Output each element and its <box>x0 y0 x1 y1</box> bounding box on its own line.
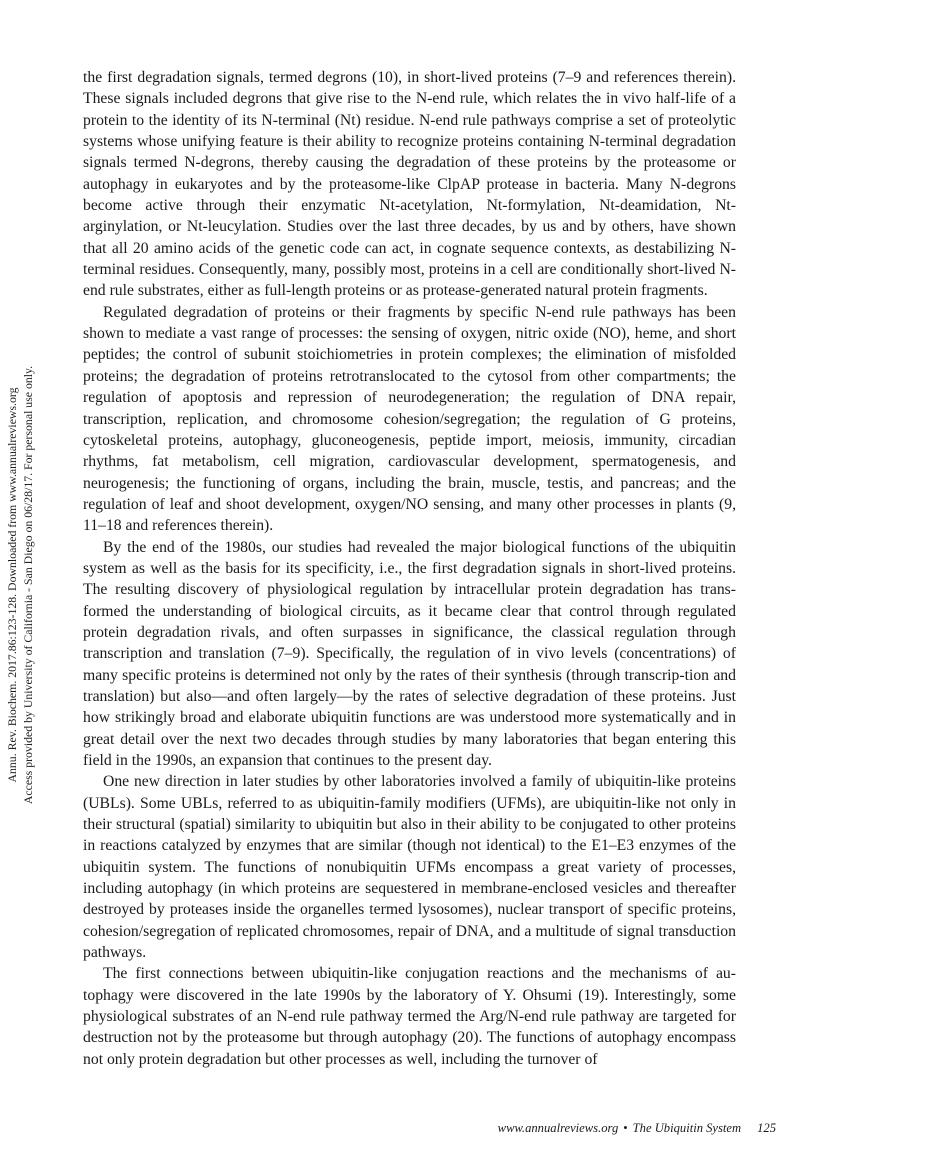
download-notice-line-2: Access provided by University of California - San Diego on 06/28/17. For personal use only. <box>21 365 35 805</box>
page-footer <box>420 1121 776 1136</box>
paragraph-5: The first connections between ubiquitin-like conjugation reactions and the mechanisms of au-tophagy were discovered in the late 1990s by the laboratory of Y. Ohsumi (19). Interestingly, some physiological substrates of an N-end rule pathway termed the Arg/N-end rule pathway are targeted for destruction not by the proteasome but through autophagy (20). The functions of autophagy encompass not only protein degradation but other processes as well, including the turnover of <box>83 965 736 1068</box>
paragraph-1: the first degradation signals, termed degrons (10), in short-lived proteins (7–9 and references therein). These signals included degrons that give rise to the N-end rule, which relates the in vivo half-life of a protein to the identity of its N-terminal (Nt) residue. N-end rule pathways comprise a set of proteolytic systems whose unifying feature is their ability to recognize proteins containing N-terminal degradation signals termed N-degrons, thereby causing the degradation of these proteins by the proteasome or autophagy in eukaryotes and by the proteasome-like ClpAP protease in bacteria. Many N-degrons become active through their enzymatic Nt-acetylation, Nt-formylation, Nt-deamidation, Nt-arginylation, or Nt-leucylation. Studies over the last three decades, by us and by others, have shown that all 20 amino acids of the genetic code can act, in cognate sequence contexts, as destabilizing N-terminal residues. Consequently, many, possibly most, proteins in a cell are conditionally short-lived N-end rule substrates, either as full-length proteins or as protease-generated natural protein fragments. <box>83 69 736 300</box>
article-body <box>83 67 736 1070</box>
paragraph-3: By the end of the 1980s, our studies had revealed the major biological functions of the ubiquitin system as well as the basis for its specificity, i.e., the first degradation signals in short-lived proteins. The resulting discovery of physiological regulation by intracellular protein degradation has trans-formed the understanding of biological circuits, as it became clear that control through regulated protein degradation rivals, and often surpasses in significance, the classical regulation through transcription and translation (7–9). Specifically, the regulation of in vivo levels (concentrations) of many specific proteins is determined not only by the rates of their synthesis (through transcrip-tion and translation) but also—and often largely—by the rates of selective degradation of these proteins. Just how strikingly broad and elaborate ubiquitin functions are was understood more systematically and in great detail over the next two decades through studies by many laboratories that began entering this field in the 1990s, an expansion that continues to the present day. <box>83 538 736 769</box>
paragraph-4: One new direction in later studies by other laboratories involved a family of ubiquitin-like proteins (UBLs). Some UBLs, referred to as ubiquitin-family modifiers (UFMs), are ubiquitin-like not only in their structural (spatial) similarity to ubiquitin but also in their ability to be conjugated to other proteins in reactions catalyzed by enzymes that are similar (though not identical) to the E1–E3 enzymes of the ubiquitin system. The functions of nonubiquitin UFMs encompass a great variety of processes, including autophagy (in which proteins are sequestered in membrane-enclosed vesicles and thereafter destroyed by proteases inside the organelles termed lysosomes), nuclear transport of specific proteins, cohesion/segregation of replicated chromosomes, repair of DNA, and a multitude of signal transduction pathways. <box>83 773 736 962</box>
footer-separator: • <box>623 1121 628 1135</box>
download-notice <box>4 320 44 850</box>
page-number: 125 <box>757 1121 776 1135</box>
footer-journal-title: The Ubiquitin System <box>632 1121 742 1135</box>
footer-site: www.annualreviews.org <box>497 1121 619 1135</box>
download-notice-line-1: Annu. Rev. Biochem. 2017.86:123-128. Downloaded from www.annualreviews.org <box>5 387 19 783</box>
paragraph-2: Regulated degradation of proteins or their fragments by specific N-end rule pathways has been shown to mediate a vast range of processes: the sensing of oxygen, nitric oxide (NO), heme, and short peptides; the control of subunit stoichiometries in protein complexes; the elimination of misfolded proteins; the degradation of proteins retrotranslocated to the cytosol from other compartments; the regulation of apoptosis and repression of neurodegeneration; the regulation of DNA repair, transcription, replication, and chromosome cohesion/segregation; the regulation of G proteins, cytoskeletal proteins, autophagy, gluconeogenesis, peptide import, meiosis, immunity, circadian rhythms, fat metabolism, cell migration, cardiovascular development, spermatogenesis, and neurogenesis; the functioning of organs, including the brain, muscle, testis, and pancreas; and the regulation of leaf and shoot development, oxygen/NO sensing, and many other processes in plants (9, 11–18 and references therein). <box>83 303 736 535</box>
